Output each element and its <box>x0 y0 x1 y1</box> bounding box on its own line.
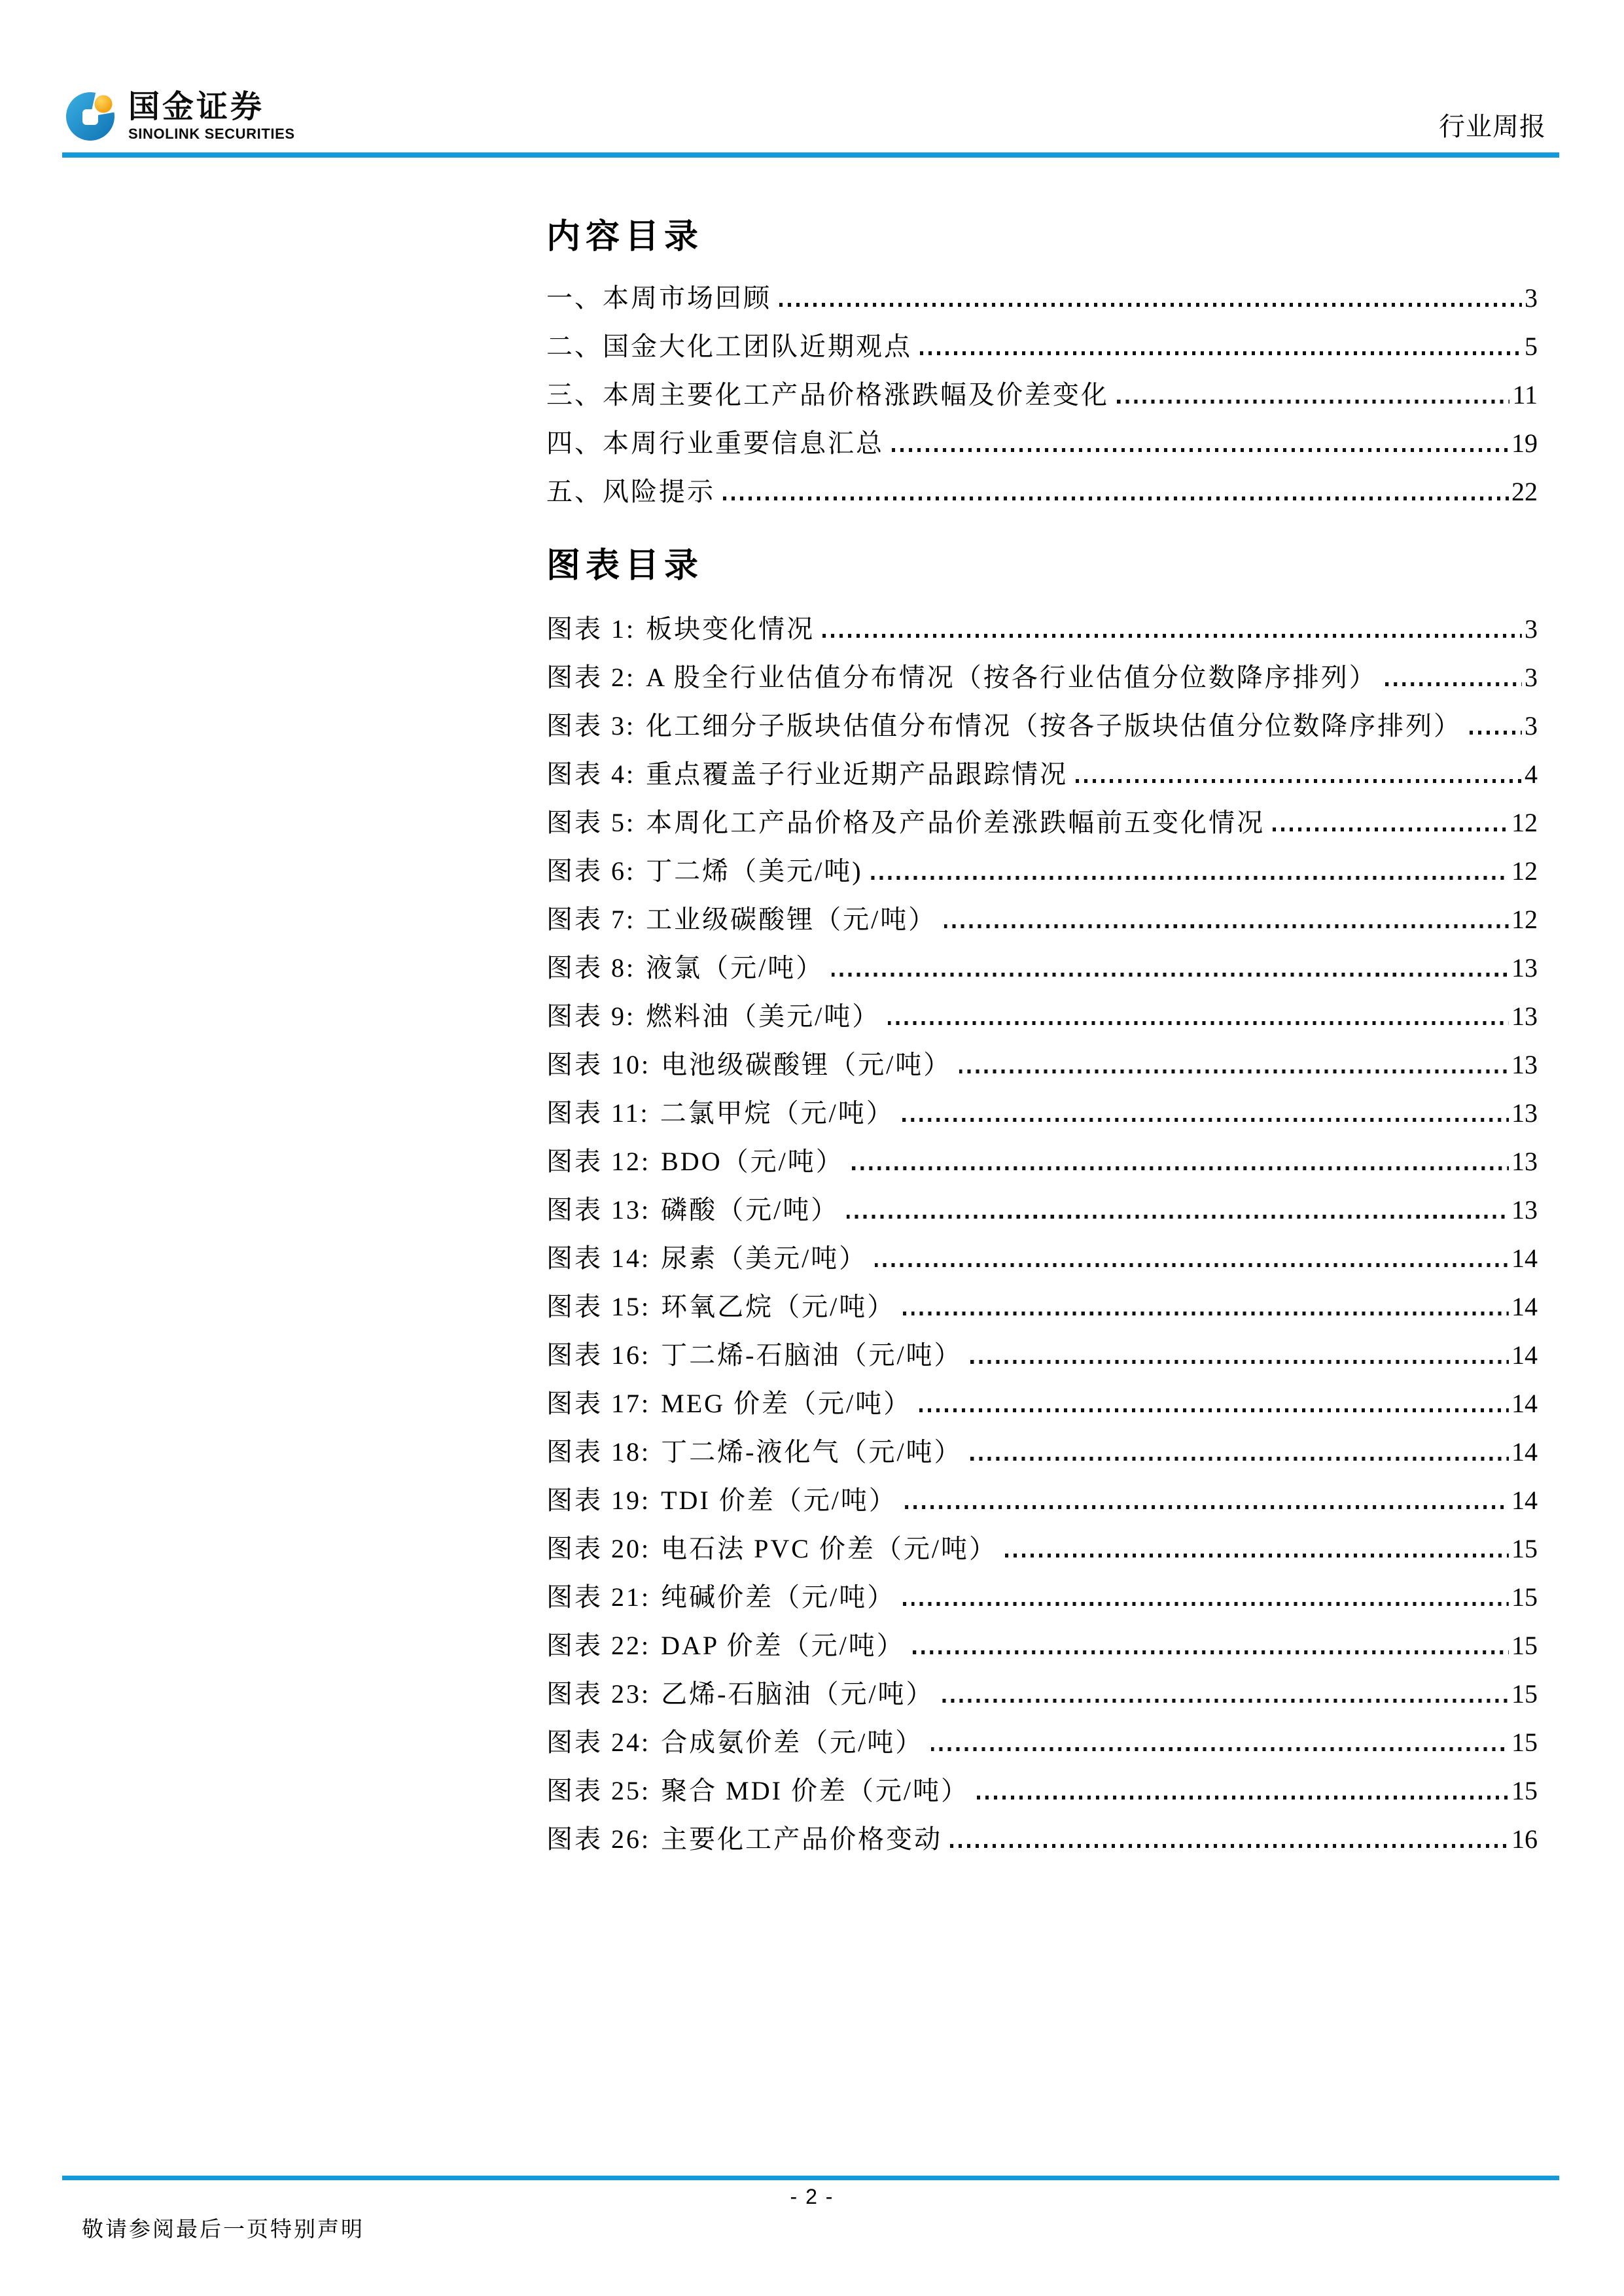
figure-number: 图表 16: <box>546 1340 651 1370</box>
toc-item-label: 三、本周主要化工产品价格涨跌幅及价差变化 <box>546 380 1109 409</box>
figure-title: 丁二烯-液化气（元/吨） <box>661 1437 962 1467</box>
dot-leader <box>903 1602 1509 1606</box>
figure-title: 丁二烯（美元/吨) <box>646 856 863 886</box>
figure-number: 图表 11: <box>546 1098 650 1128</box>
figures-section-title: 图表目录 <box>546 548 704 585</box>
dot-leader <box>970 1457 1509 1461</box>
dot-leader <box>913 1650 1509 1654</box>
contents-section-title: 内容目录 <box>546 218 704 256</box>
dot-leader <box>1076 779 1522 783</box>
figures-toc-item[interactable] <box>546 1632 1538 1660</box>
figures-toc-item[interactable] <box>546 858 1538 885</box>
figure-page: 15 <box>1511 1582 1538 1612</box>
figure-page: 15 <box>1511 1631 1538 1660</box>
figures-toc-item[interactable] <box>546 1100 1538 1127</box>
figures-toc-item[interactable] <box>546 712 1538 740</box>
figure-page: 13 <box>1511 1098 1538 1128</box>
dot-leader <box>822 634 1522 638</box>
figure-page: 13 <box>1511 1147 1538 1176</box>
figure-page: 12 <box>1511 808 1538 837</box>
dot-leader <box>888 1021 1509 1025</box>
figure-page: 12 <box>1511 905 1538 934</box>
logo-text <box>128 90 295 142</box>
figure-title: 二氯甲烷（元/吨） <box>660 1098 894 1128</box>
figures-toc-item[interactable] <box>546 1196 1538 1224</box>
figure-page: 13 <box>1511 1001 1538 1031</box>
figure-title: TDI 价差（元/吨） <box>661 1486 897 1515</box>
figure-title: A 股全行业估值分布情况（按各行业估值分位数降序排列） <box>646 663 1377 692</box>
dot-leader <box>1117 400 1509 404</box>
figures-toc-item[interactable] <box>546 1003 1538 1030</box>
figures-toc-item[interactable] <box>546 1342 1538 1369</box>
figure-number: 图表 20: <box>546 1534 651 1563</box>
contents-toc-list <box>546 285 1538 506</box>
footer-divider <box>62 2176 1559 2180</box>
figure-number: 图表 22: <box>546 1631 651 1660</box>
figure-page: 3 <box>1525 663 1538 692</box>
dot-leader <box>875 1263 1509 1267</box>
dot-leader <box>852 1166 1509 1170</box>
toc-item-page: 22 <box>1511 477 1538 506</box>
figure-title: 纯碱价差（元/吨） <box>661 1582 896 1612</box>
dot-leader <box>871 876 1509 880</box>
toc-item-page: 3 <box>1525 283 1538 313</box>
figure-title: 环氧乙烷（元/吨） <box>661 1292 896 1321</box>
figures-toc-item[interactable] <box>546 1487 1538 1514</box>
table-of-contents <box>546 218 1538 1874</box>
toc-item-label: 一、本周市场回顾 <box>546 283 771 313</box>
dot-leader <box>903 1312 1509 1315</box>
figure-page: 13 <box>1511 1195 1538 1225</box>
figure-page: 3 <box>1525 711 1538 740</box>
figure-title: 合成氨价差（元/吨） <box>661 1728 924 1757</box>
figure-number: 图表 15: <box>546 1292 651 1321</box>
figure-title: 电石法 PVC 价差（元/吨） <box>661 1534 998 1563</box>
dot-leader <box>779 303 1522 307</box>
contents-toc-item[interactable] <box>546 333 1538 360</box>
sinolink-logo-icon <box>65 92 115 141</box>
figure-number: 图表 2: <box>546 663 636 692</box>
figure-number: 图表 1: <box>546 614 636 644</box>
figure-page: 3 <box>1525 614 1538 644</box>
toc-item-page: 11 <box>1512 380 1538 409</box>
figure-number: 图表 14: <box>546 1244 651 1273</box>
figure-page: 14 <box>1511 1486 1538 1515</box>
figures-toc-item[interactable] <box>546 1148 1538 1175</box>
dot-leader <box>723 496 1509 500</box>
figure-title: 尿素（美元/吨） <box>661 1244 868 1273</box>
dot-leader <box>919 1408 1509 1412</box>
figures-toc-item[interactable] <box>546 1438 1538 1466</box>
figure-number: 图表 25: <box>546 1776 651 1805</box>
toc-item-page: 19 <box>1511 428 1538 458</box>
figures-toc-item[interactable] <box>546 664 1538 691</box>
figure-number: 图表 10: <box>546 1050 651 1079</box>
figure-page: 14 <box>1511 1292 1538 1321</box>
figures-toc-item[interactable] <box>546 1390 1538 1418</box>
page-number: - 2 - <box>790 2185 834 2208</box>
toc-item-label: 五、风险提示 <box>546 477 715 506</box>
header-divider <box>62 152 1559 158</box>
figure-page: 14 <box>1511 1244 1538 1273</box>
dot-leader <box>905 1505 1509 1509</box>
contents-toc-item[interactable] <box>546 478 1538 506</box>
figures-toc-item[interactable] <box>546 954 1538 982</box>
figure-number: 图表 6: <box>546 856 636 886</box>
figure-page: 15 <box>1511 1679 1538 1709</box>
figures-toc-item[interactable] <box>546 761 1538 788</box>
figure-page: 13 <box>1511 1050 1538 1079</box>
figures-toc-item[interactable] <box>546 906 1538 933</box>
figure-number: 图表 7: <box>546 905 636 934</box>
figure-number: 图表 9: <box>546 1001 636 1031</box>
sinolink-logo <box>65 90 295 142</box>
dot-leader <box>1385 682 1522 686</box>
footer-disclaimer: 敬请参阅最后一页特别声明 <box>82 2218 364 2242</box>
contents-toc-item[interactable] <box>546 430 1538 457</box>
figures-toc-item[interactable] <box>546 809 1538 837</box>
figure-title: BDO（元/吨） <box>661 1147 844 1176</box>
dot-leader <box>977 1796 1509 1800</box>
dot-leader <box>847 1215 1509 1219</box>
figure-number: 图表 3: <box>546 711 636 740</box>
figure-page: 15 <box>1511 1776 1538 1805</box>
dot-leader <box>931 1747 1509 1751</box>
figure-title: 磷酸（元/吨） <box>661 1195 839 1225</box>
figure-page: 16 <box>1511 1824 1538 1854</box>
figures-toc-list <box>546 616 1538 1853</box>
figure-page: 15 <box>1511 1534 1538 1563</box>
report-type-label: 行业周报 <box>1439 112 1546 141</box>
figure-title: 液氯（元/吨） <box>646 953 824 983</box>
figure-title: 丁二烯-石脑油（元/吨） <box>661 1340 962 1370</box>
figure-number: 图表 18: <box>546 1437 651 1467</box>
figure-title: 聚合 MDI 价差（元/吨） <box>661 1776 970 1805</box>
dot-leader <box>942 1699 1509 1703</box>
figure-page: 13 <box>1511 953 1538 983</box>
figures-toc-item[interactable] <box>546 1584 1538 1611</box>
dot-leader <box>944 924 1509 928</box>
figure-page: 14 <box>1511 1437 1538 1467</box>
figure-title: 重点覆盖子行业近期产品跟踪情况 <box>646 759 1068 789</box>
figure-number: 图表 12: <box>546 1147 651 1176</box>
figures-toc-item[interactable] <box>546 1777 1538 1805</box>
figure-title: 化工细分子版块估值分布情况（按各子版块估值分位数降序排列） <box>646 711 1462 740</box>
dot-leader <box>892 448 1509 452</box>
figure-number: 图表 5: <box>546 808 636 837</box>
dot-leader <box>1005 1554 1509 1557</box>
figure-number: 图表 13: <box>546 1195 651 1225</box>
figure-number: 图表 4: <box>546 759 636 789</box>
figures-toc-item[interactable] <box>546 616 1538 643</box>
contents-toc-item[interactable] <box>546 285 1538 312</box>
figures-toc-item[interactable] <box>546 1245 1538 1272</box>
figure-title: DAP 价差（元/吨） <box>661 1631 905 1660</box>
figure-page: 4 <box>1525 759 1538 789</box>
figures-toc-item[interactable] <box>546 1729 1538 1756</box>
figure-title: 电池级碳酸锂（元/吨） <box>661 1050 952 1079</box>
figure-number: 图表 24: <box>546 1728 651 1757</box>
dot-leader <box>902 1118 1509 1122</box>
figures-toc-item[interactable] <box>546 1680 1538 1708</box>
figure-number: 图表 26: <box>546 1824 651 1854</box>
contents-toc-item[interactable] <box>546 381 1538 409</box>
figure-title: 工业级碳酸锂（元/吨） <box>646 905 937 934</box>
dot-leader <box>950 1844 1509 1848</box>
dot-leader <box>959 1070 1509 1073</box>
dot-leader <box>970 1360 1509 1364</box>
figure-title: MEG 价差（元/吨） <box>661 1389 912 1418</box>
logo-name-cn: 国金证券 <box>128 90 265 124</box>
figures-toc-item[interactable] <box>546 1293 1538 1321</box>
figure-title: 本周化工产品价格及产品价差涨跌幅前五变化情况 <box>646 808 1265 837</box>
figure-title: 乙烯-石脑油（元/吨） <box>661 1679 934 1709</box>
figures-toc-item[interactable] <box>546 1535 1538 1563</box>
figure-number: 图表 19: <box>546 1486 651 1515</box>
figure-number: 图表 23: <box>546 1679 651 1709</box>
figures-toc-item[interactable] <box>546 1826 1538 1853</box>
toc-item-label: 四、本周行业重要信息汇总 <box>546 428 884 458</box>
dot-leader <box>920 351 1522 355</box>
logo-name-en: SINOLINK SECURITIES <box>128 126 295 142</box>
dot-leader <box>832 973 1509 977</box>
figure-number: 图表 21: <box>546 1582 651 1612</box>
figure-number: 图表 8: <box>546 953 636 983</box>
dot-leader <box>1470 731 1522 735</box>
figure-number: 图表 17: <box>546 1389 651 1418</box>
figure-title: 主要化工产品价格变动 <box>661 1824 943 1854</box>
dot-leader <box>1273 827 1509 831</box>
figure-page: 15 <box>1511 1728 1538 1757</box>
figure-page: 14 <box>1511 1340 1538 1370</box>
figure-page: 12 <box>1511 856 1538 886</box>
figures-toc-item[interactable] <box>546 1051 1538 1079</box>
figure-title: 燃料油（美元/吨） <box>646 1001 881 1031</box>
figure-page: 14 <box>1511 1389 1538 1418</box>
toc-item-page: 5 <box>1525 332 1538 361</box>
figure-title: 板块变化情况 <box>646 614 815 644</box>
toc-item-label: 二、国金大化工团队近期观点 <box>546 332 912 361</box>
